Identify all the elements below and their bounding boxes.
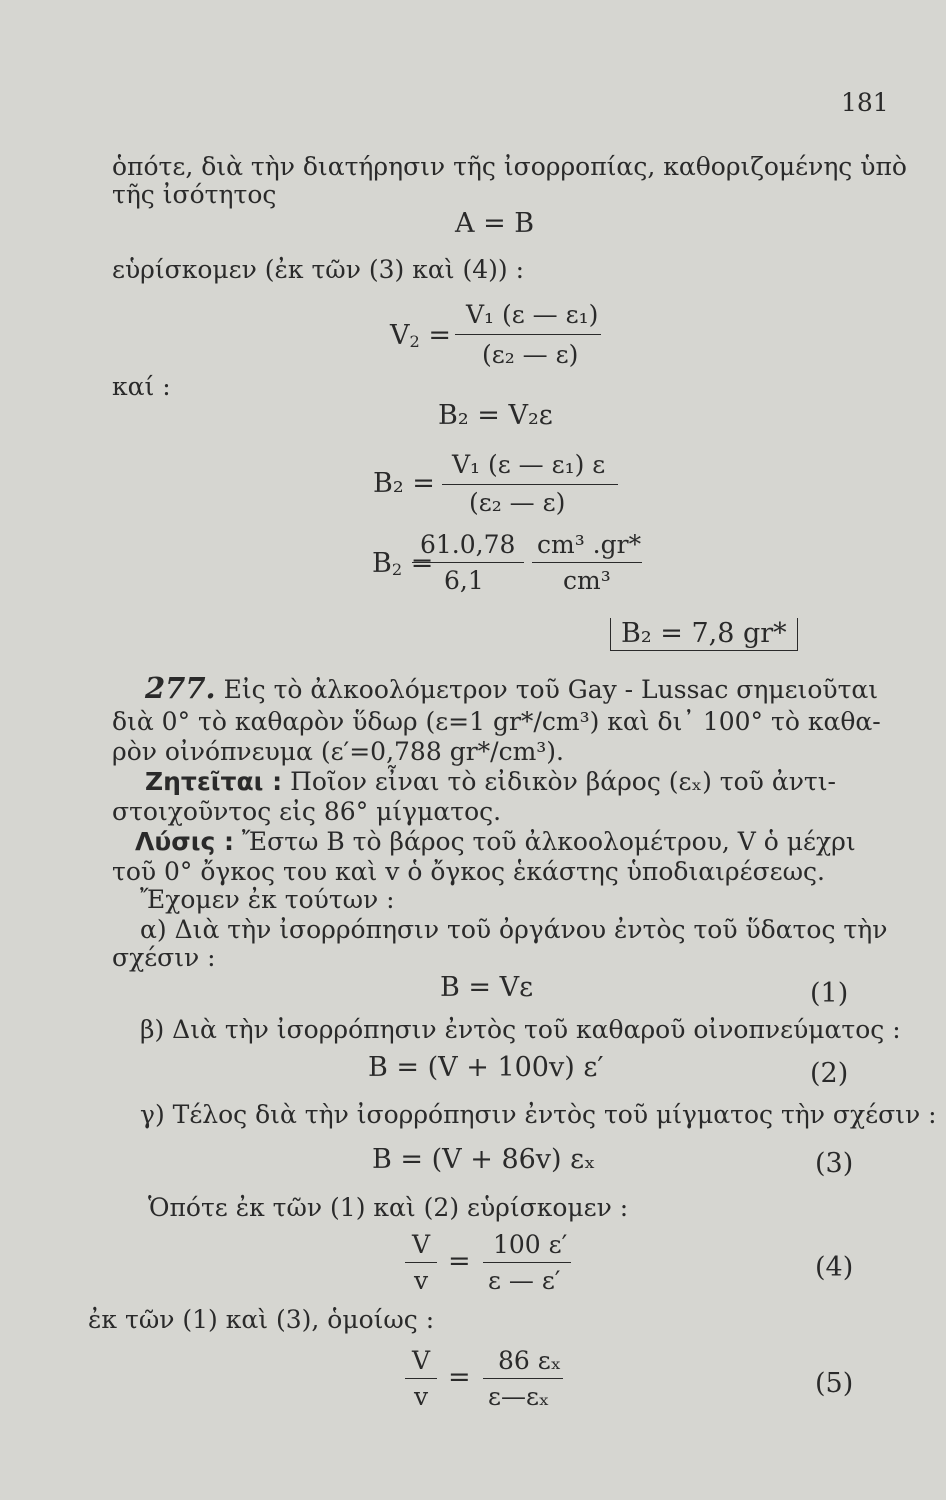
zeteitai-line-1: [145, 767, 836, 797]
b2-value-bar-2: [532, 562, 642, 563]
problem-line-1-text: Εἰς τὸ ἀλκοολόμετρον τοῦ Gay - Lussac σημειοῦται: [223, 675, 879, 704]
eq5-right-bar: [483, 1378, 563, 1379]
beta-line: β) Διὰ τὴν ἰσορρόπησιν ἐντὸς τοῦ καθαροῦ οἰνοπνεύματος :: [140, 1015, 901, 1044]
equation-5-number: (5): [815, 1368, 854, 1399]
problem-number: 277.: [145, 671, 216, 705]
eq4-left-numerator: V: [412, 1230, 431, 1259]
lysis-line-2: τοῦ 0° ὄγκος του καὶ v ὁ ὄγκος ἑκάστης ὑποδιαιρέσεως.: [112, 857, 825, 886]
b2-value-numerator: 61.0,78: [420, 530, 516, 559]
kai-label: καί :: [112, 372, 171, 401]
lysis-label: Λύσις :: [135, 827, 234, 856]
equation-1-number: (1): [810, 978, 849, 1009]
equation-4-number: (4): [815, 1252, 854, 1283]
v2-lhs: $V_2$ =: [390, 320, 452, 351]
eq5-equals: =: [448, 1362, 471, 1393]
b2-value-denominator: 6,1: [444, 566, 484, 595]
have-text: Ἔχομεν ἐκ τούτων :: [140, 885, 395, 914]
page-number: 181: [841, 88, 889, 117]
eq5-right-numerator: 86 εₓ: [498, 1346, 562, 1375]
zeteitai-label: Ζητεῖται :: [145, 767, 283, 796]
b2-unit-denominator: cm³: [563, 566, 611, 595]
eq5-right-denominator: ε—εₓ: [488, 1382, 550, 1411]
b2-fraction-bar: [442, 484, 618, 485]
find-text: εὑρίσκομεν (ἐκ τῶν (3) καὶ (4)) :: [112, 255, 524, 284]
eq4-equals: =: [448, 1246, 471, 1277]
b2-unit-numerator: cm³ .gr*: [537, 530, 642, 559]
intro-line-1: ὁπότε, διὰ τὴν διατήρησιν τῆς ἰσορροπίας, καθοριζομένης ὑπὸ: [112, 152, 907, 181]
equation-3: B = (V + 86v) εₓ: [372, 1144, 596, 1175]
alpha-line-1: α) Διὰ τὴν ἰσορρόπησιν τοῦ ὀργάνου ἐντὸς τοῦ ὕδατος τὴν: [140, 915, 888, 944]
problem-line-3: ρὸν οἰνόπνευμα (ε′=0,788 gr*/cm³).: [112, 737, 565, 766]
gamma-line: γ) Τέλος διὰ τὴν ἰσορρόπησιν ἐντὸς τοῦ μίγματος τὴν σχέσιν :: [140, 1100, 937, 1129]
equation-3-number: (3): [815, 1148, 854, 1179]
from13-text: ἐκ τῶν (1) καὶ (3), ὁμοίως :: [88, 1305, 435, 1334]
problem-line-2: διὰ 0° τὸ καθαρὸν ὕδωρ (ε=1 gr*/cm³) καὶ δι᾽ 100° τὸ καθα-: [112, 707, 881, 736]
b2-equation: B₂ = V₂ε: [438, 400, 553, 431]
intro-line-2: τῆς ἰσότητος: [112, 180, 277, 209]
eq4-left-bar: [405, 1262, 437, 1263]
then-text: Ὁπότε ἐκ τῶν (1) καὶ (2) εὑρίσκομεν :: [148, 1193, 629, 1222]
eq4-left-denominator: v: [414, 1266, 429, 1295]
equation-a-equals-b: A = B: [455, 208, 535, 239]
b2-numerator: V₁ (ε — ε₁) ε: [452, 450, 606, 479]
lysis-line-1-text: Ἔστω B τὸ βάρος τοῦ ἀλκοολομέτρου, V ὁ μέχρι: [241, 827, 856, 856]
b2-value-lhs: $B_2$ =: [372, 548, 434, 579]
b2-lhs: B₂ =: [373, 468, 435, 499]
eq5-left-denominator: v: [414, 1382, 429, 1411]
equation-1: B = Vε: [440, 972, 534, 1003]
b2-result-box: B₂ = 7,8 gr*: [610, 618, 798, 651]
eq4-right-numerator: 100 ε′: [493, 1230, 568, 1259]
zeteitai-line-1-text: Ποῖον εἶναι τὸ εἰδικὸν βάρος (εₓ) τοῦ ἀντι-: [290, 767, 836, 796]
equation-2: B = (V + 100v) ε′: [368, 1052, 604, 1083]
eq4-right-bar: [483, 1262, 571, 1263]
v2-fraction-bar: [455, 334, 601, 335]
eq5-left-numerator: V: [412, 1346, 431, 1375]
v2-numerator: V₁ (ε — ε₁): [466, 300, 599, 329]
equation-2-number: (2): [810, 1058, 849, 1089]
zeteitai-line-2: στοιχοῦντος εἰς 86° μίγματος.: [112, 797, 502, 826]
b2-value-bar-1: [412, 562, 524, 563]
alpha-line-2: σχέσιν :: [112, 943, 216, 972]
eq4-right-denominator: ε — ε′: [488, 1266, 561, 1295]
problem-line-1: [145, 673, 878, 705]
v2-denominator: (ε₂ — ε): [482, 340, 579, 369]
eq5-left-bar: [405, 1378, 437, 1379]
lysis-line-1: [135, 827, 856, 857]
b2-denominator: (ε₂ — ε): [469, 488, 566, 517]
